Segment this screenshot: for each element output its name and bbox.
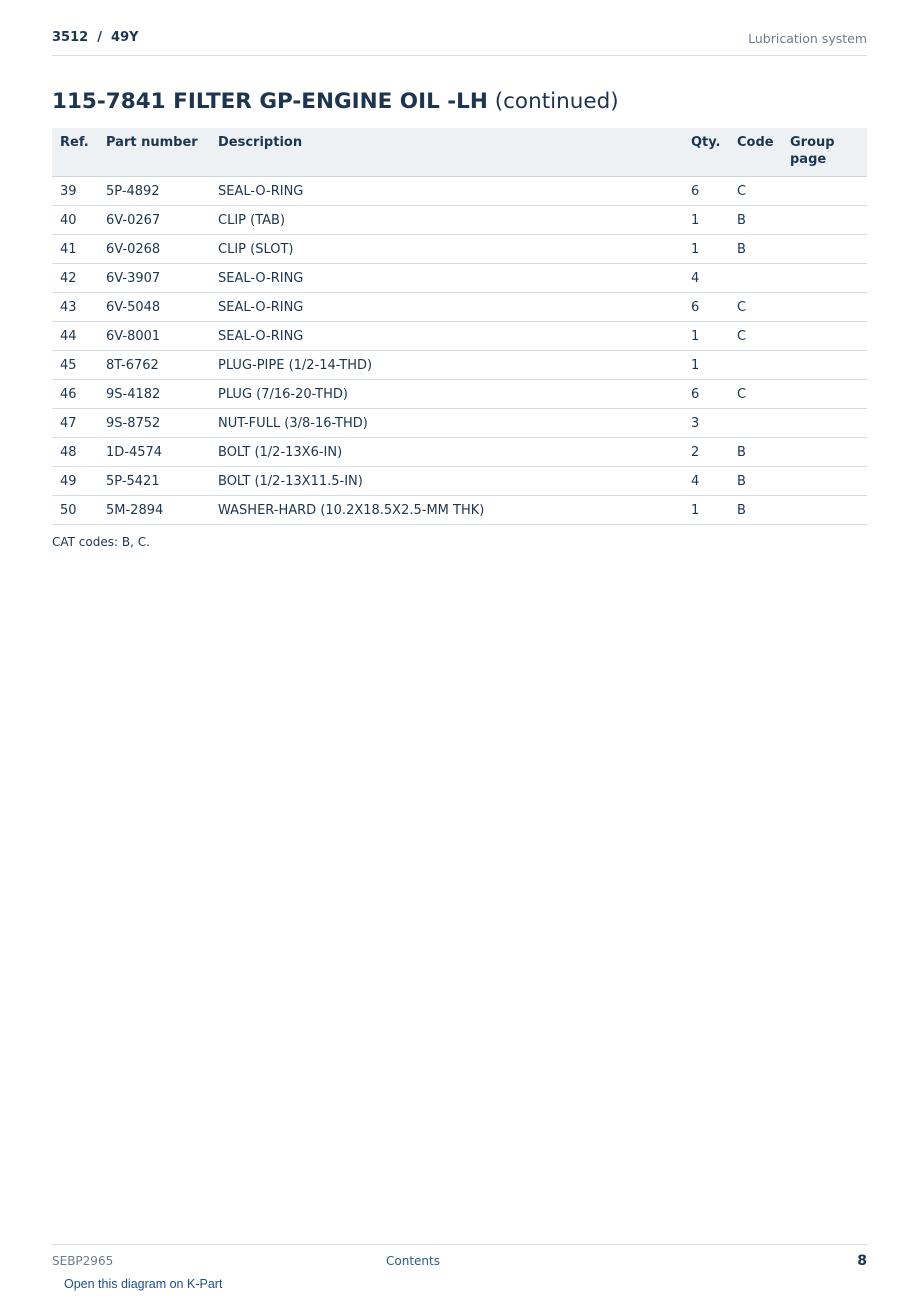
cell-part-number: 5P-4892 — [98, 177, 210, 206]
column-header-description: Description — [210, 128, 683, 177]
table-row — [52, 206, 867, 235]
cell-code: B — [729, 235, 782, 264]
cell-ref: 42 — [52, 264, 98, 293]
page-title — [52, 89, 619, 114]
contents-link[interactable]: Contents — [386, 1254, 440, 1268]
title-suffix: (continued) — [494, 89, 619, 114]
cell-code: B — [729, 467, 782, 496]
table-header-row — [52, 128, 867, 177]
table-row — [52, 177, 867, 206]
cell-group-page — [782, 206, 867, 235]
cell-group-page — [782, 467, 867, 496]
cell-qty: 2 — [683, 438, 729, 467]
cell-description: NUT-FULL (3/8-16-THD) — [210, 409, 683, 438]
cell-group-page — [782, 409, 867, 438]
cell-description: PLUG-PIPE (1/2-14-THD) — [210, 351, 683, 380]
cell-ref: 39 — [52, 177, 98, 206]
column-header-ref: Ref. — [52, 128, 98, 177]
cell-group-page — [782, 264, 867, 293]
cat-codes-note: CAT codes: B, C. — [52, 535, 150, 549]
cell-description: PLUG (7/16-20-THD) — [210, 380, 683, 409]
cell-part-number: 5P-5421 — [98, 467, 210, 496]
cell-ref: 44 — [52, 322, 98, 351]
cell-description: CLIP (TAB) — [210, 206, 683, 235]
page-header — [52, 28, 867, 56]
cell-qty: 6 — [683, 177, 729, 206]
table-row — [52, 467, 867, 496]
cell-ref: 40 — [52, 206, 98, 235]
cell-description: SEAL-O-RING — [210, 177, 683, 206]
cell-qty: 6 — [683, 380, 729, 409]
table-row — [52, 438, 867, 467]
section-name: Lubrication system — [748, 31, 867, 46]
cell-ref: 50 — [52, 496, 98, 525]
cell-code: C — [729, 177, 782, 206]
cell-ref: 49 — [52, 467, 98, 496]
cell-code: C — [729, 380, 782, 409]
cell-group-page — [782, 351, 867, 380]
cell-description: SEAL-O-RING — [210, 293, 683, 322]
page-footer — [52, 1244, 867, 1275]
page-number: 8 — [857, 1253, 867, 1269]
cell-part-number: 9S-4182 — [98, 380, 210, 409]
cell-description: SEAL-O-RING — [210, 264, 683, 293]
cell-group-page — [782, 177, 867, 206]
cell-qty: 1 — [683, 235, 729, 264]
cell-code: C — [729, 293, 782, 322]
cell-qty: 1 — [683, 496, 729, 525]
cell-description: CLIP (SLOT) — [210, 235, 683, 264]
cell-part-number: 9S-8752 — [98, 409, 210, 438]
cell-qty: 4 — [683, 467, 729, 496]
cell-description: WASHER-HARD (10.2X18.5X2.5-MM THK) — [210, 496, 683, 525]
cell-qty: 4 — [683, 264, 729, 293]
column-header-qty: Qty. — [683, 128, 729, 177]
cell-qty: 3 — [683, 409, 729, 438]
cell-qty: 6 — [683, 293, 729, 322]
table-row — [52, 380, 867, 409]
cell-part-number: 6V-0268 — [98, 235, 210, 264]
column-header-group-page: Group page — [782, 128, 867, 177]
parts-table-body — [52, 177, 867, 525]
cell-ref: 45 — [52, 351, 98, 380]
cell-ref: 48 — [52, 438, 98, 467]
cell-description: BOLT (1/2-13X6-IN) — [210, 438, 683, 467]
column-header-code: Code — [729, 128, 782, 177]
table-row — [52, 293, 867, 322]
cell-ref: 46 — [52, 380, 98, 409]
table-row — [52, 322, 867, 351]
cell-code — [729, 409, 782, 438]
cell-part-number: 5M-2894 — [98, 496, 210, 525]
kpart-diagram-link[interactable]: Open this diagram on K-Part — [64, 1277, 223, 1291]
cell-part-number: 8T-6762 — [98, 351, 210, 380]
cell-qty: 1 — [683, 206, 729, 235]
cell-group-page — [782, 496, 867, 525]
table-row — [52, 235, 867, 264]
cell-group-page — [782, 235, 867, 264]
cell-part-number: 6V-8001 — [98, 322, 210, 351]
title-main: 115-7841 FILTER GP-ENGINE OIL -LH — [52, 89, 488, 114]
table-row — [52, 264, 867, 293]
table-row — [52, 496, 867, 525]
table-row — [52, 351, 867, 380]
cell-group-page — [782, 380, 867, 409]
cell-part-number: 6V-3907 — [98, 264, 210, 293]
table-row — [52, 409, 867, 438]
cell-part-number: 6V-5048 — [98, 293, 210, 322]
document-code: SEBP2965 — [52, 1254, 114, 1268]
cell-code: B — [729, 206, 782, 235]
cell-code — [729, 264, 782, 293]
cell-code: C — [729, 322, 782, 351]
cell-qty: 1 — [683, 351, 729, 380]
cell-group-page — [782, 293, 867, 322]
cell-code: B — [729, 438, 782, 467]
model-label: 3512 / 49Y — [52, 30, 139, 45]
cell-ref: 41 — [52, 235, 98, 264]
cell-group-page — [782, 322, 867, 351]
cell-code: B — [729, 496, 782, 525]
cell-part-number: 1D-4574 — [98, 438, 210, 467]
parts-table — [52, 128, 867, 525]
cell-part-number: 6V-0267 — [98, 206, 210, 235]
cell-group-page — [782, 438, 867, 467]
column-header-part-number: Part number — [98, 128, 210, 177]
cell-ref: 47 — [52, 409, 98, 438]
cell-description: BOLT (1/2-13X11.5-IN) — [210, 467, 683, 496]
cell-description: SEAL-O-RING — [210, 322, 683, 351]
cell-ref: 43 — [52, 293, 98, 322]
cell-qty: 1 — [683, 322, 729, 351]
cell-code — [729, 351, 782, 380]
